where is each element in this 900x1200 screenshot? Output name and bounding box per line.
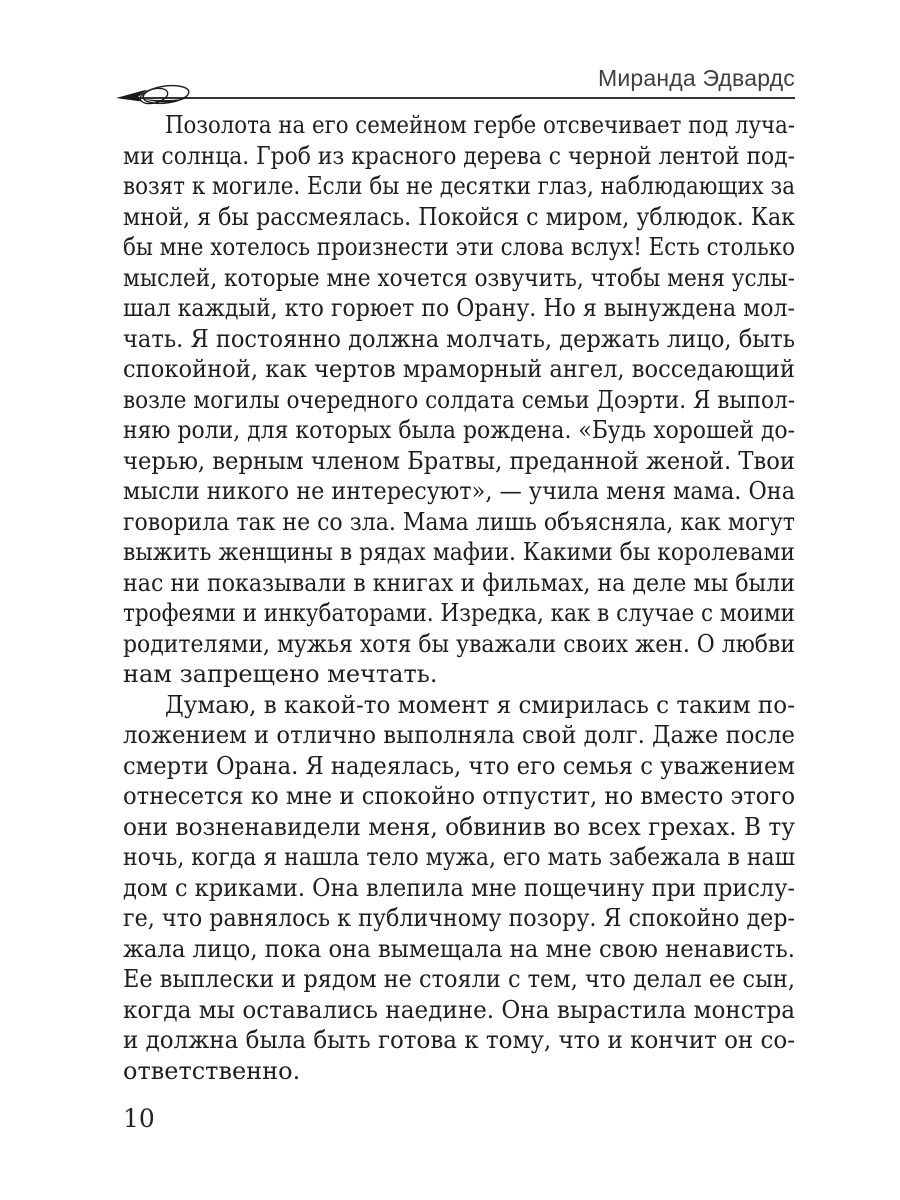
text-line: чать. Я постоянно должна молчать, держать лицо, быть bbox=[123, 324, 795, 353]
text-line: дом с криками. Она влепила мне пощечину при прислу- bbox=[123, 873, 795, 902]
text-line: и должна была быть готова к тому, что и кончит он со- bbox=[123, 1026, 795, 1054]
running-head-author: Миранда Эдвардс bbox=[597, 65, 795, 91]
text-line: мной, я бы рассмеялась. Покойся с миром, ублюдок. Как bbox=[123, 202, 795, 231]
text-line: когда мы оставались наедине. Она вырастила монстра bbox=[123, 995, 795, 1024]
text-line: ответственно. bbox=[123, 1056, 301, 1085]
text-line: родителями, мужья хотя бы уважали своих жен. О любви bbox=[123, 629, 795, 658]
text-line: ге, что равнялось к публичному позору. Я спокойно дер- bbox=[123, 904, 795, 932]
text-line: мыслей, которые мне хочется озвучить, чтобы меня услы- bbox=[123, 263, 795, 292]
text-line: мысли никого не интересуют», — учила меня мама. Она bbox=[123, 477, 795, 505]
text-line: жала лицо, пока она вымещала на мне свою ненависть. bbox=[123, 934, 795, 963]
body-text bbox=[123, 110, 795, 1086]
text-line: ми солнца. Гроб из красного дерева с черной лентой под- bbox=[123, 141, 795, 170]
text-line: смерти Орана. Я надеялась, что его семья с уважением bbox=[123, 751, 795, 780]
text-line: шал каждый, кто горюет по Орану. Но я вынуждена мол- bbox=[123, 294, 795, 322]
text-line: нам запрещено мечтать. bbox=[123, 660, 438, 688]
text-line: Позолота на его семейном гербе отсвечивает под луча- bbox=[165, 111, 795, 139]
page-number: 10 bbox=[123, 1104, 155, 1133]
text-line: няю роли, для которых была рождена. «Будь хорошей до- bbox=[123, 416, 795, 444]
text-line: бы мне хотелось произнести эти слова вслух! Есть столько bbox=[123, 233, 795, 261]
text-line: спокойной, как чертов мраморный ангел, восседающий bbox=[123, 355, 795, 383]
text-line: нас ни показывали в книгах и фильмах, на деле мы были bbox=[123, 568, 795, 597]
text-line: ночь, когда я нашла тело мужа, его мать забежала в наш bbox=[123, 843, 795, 871]
text-line: черью, верным членом Братвы, преданной женой. Твои bbox=[123, 446, 795, 475]
text-line: Думаю, в какой-то момент я смирилась с таким по- bbox=[165, 690, 795, 719]
text-line: они возненавидели меня, обвинив во всех грехах. В ту bbox=[123, 812, 795, 841]
text-line: отнесется ко мне и спокойно отпустит, но вместо этого bbox=[123, 782, 795, 810]
text-line: возят к могиле. Если бы не десятки глаз, наблюдающих за bbox=[123, 172, 795, 200]
text-line: возле могилы очередного солдата семьи Доэрти. Я выпол- bbox=[123, 385, 795, 414]
page-footer bbox=[123, 1104, 155, 1134]
text-line: говорила так не со зла. Мама лишь объясняла, как могут bbox=[123, 507, 795, 536]
text-line: ложением и отлично выполняла свой долг. Даже после bbox=[123, 721, 795, 749]
text-line: Ее выплески и рядом не стояли с тем, что делал ее сын, bbox=[123, 965, 795, 993]
text-line: трофеями и инкубаторами. Изредка, как в случае с моими bbox=[123, 599, 795, 627]
text-line: выжить женщины в рядах мафии. Какими бы королевами bbox=[123, 538, 795, 566]
